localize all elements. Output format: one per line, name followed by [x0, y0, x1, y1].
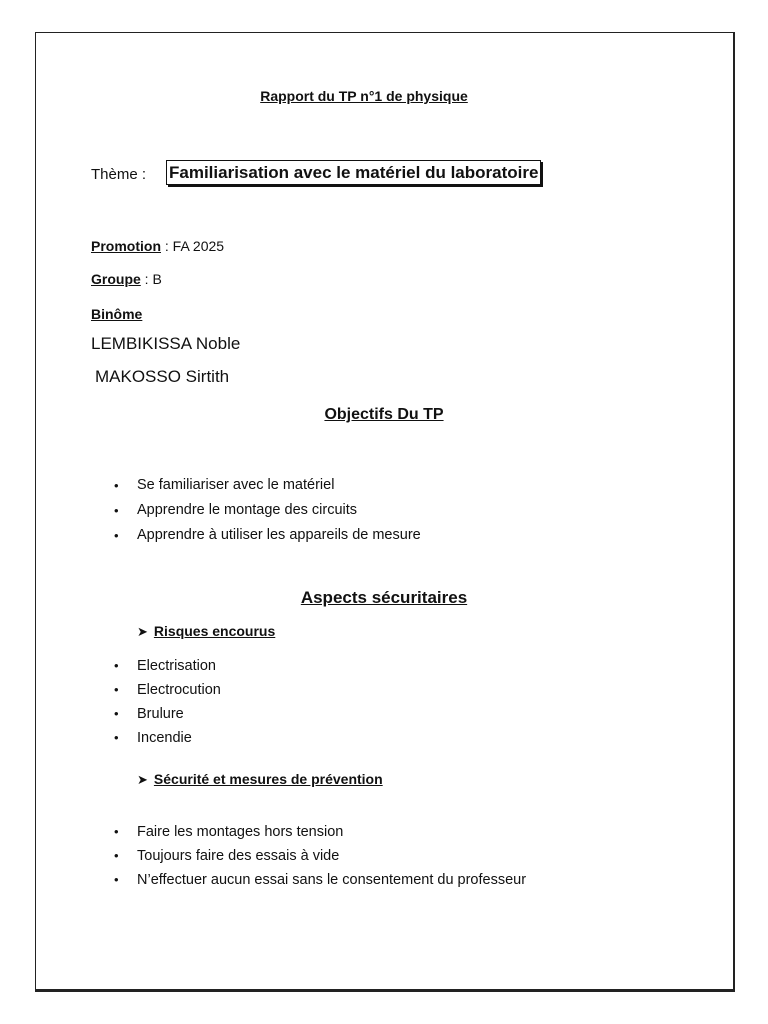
prevention-subheading [137, 771, 383, 788]
list-item: • Se familiariser avec le matériel [114, 473, 421, 498]
list-item: • Apprendre le montage des circuits [114, 498, 421, 523]
arrow-bullet-icon: ➤ [137, 624, 148, 639]
list-item: • Brulure [114, 702, 221, 726]
promotion-label: Promotion [91, 238, 161, 254]
promotion-line [91, 238, 224, 254]
groupe-value: : B [140, 271, 162, 287]
list-item: • Apprendre à utiliser les appareils de mesure [114, 523, 421, 548]
list-item: • Electrisation [114, 654, 221, 678]
theme-label: Thème : [91, 166, 147, 183]
list-item: • Faire les montages hors tension [114, 820, 526, 844]
groupe-label: Groupe [91, 271, 141, 287]
groupe-line [91, 271, 162, 287]
binome-member-2: MAKOSSO Sirtith [95, 367, 230, 386]
binome-member-1: LEMBIKISSA Noble [91, 334, 241, 353]
binome-heading [91, 306, 142, 322]
risques-list [114, 654, 221, 750]
prevention-list [114, 820, 526, 892]
objectifs-list [114, 473, 421, 548]
list-item: • N’effectuer aucun essai sans le consentement du professeur [114, 868, 526, 892]
objectifs-title: Objectifs Du TP [324, 406, 444, 423]
report-title: Rapport du TP n°1 de physique [260, 88, 468, 104]
aspects-title: Aspects sécuritaires [300, 588, 468, 607]
list-item: • Toujours faire des essais à vide [114, 844, 526, 868]
binome-label: Binôme [91, 306, 143, 322]
arrow-bullet-icon: ➤ [137, 772, 148, 787]
list-item: • Electrocution [114, 678, 221, 702]
risques-title: Risques encourus [153, 623, 276, 639]
risques-subheading [137, 623, 275, 640]
list-item: • Incendie [114, 726, 221, 750]
promotion-value: : FA 2025 [161, 238, 225, 254]
theme-value: Familiarisation avec le matériel du laboratoire [169, 163, 539, 182]
prevention-title: Sécurité et mesures de prévention [153, 771, 383, 787]
theme-value-box [166, 160, 541, 185]
